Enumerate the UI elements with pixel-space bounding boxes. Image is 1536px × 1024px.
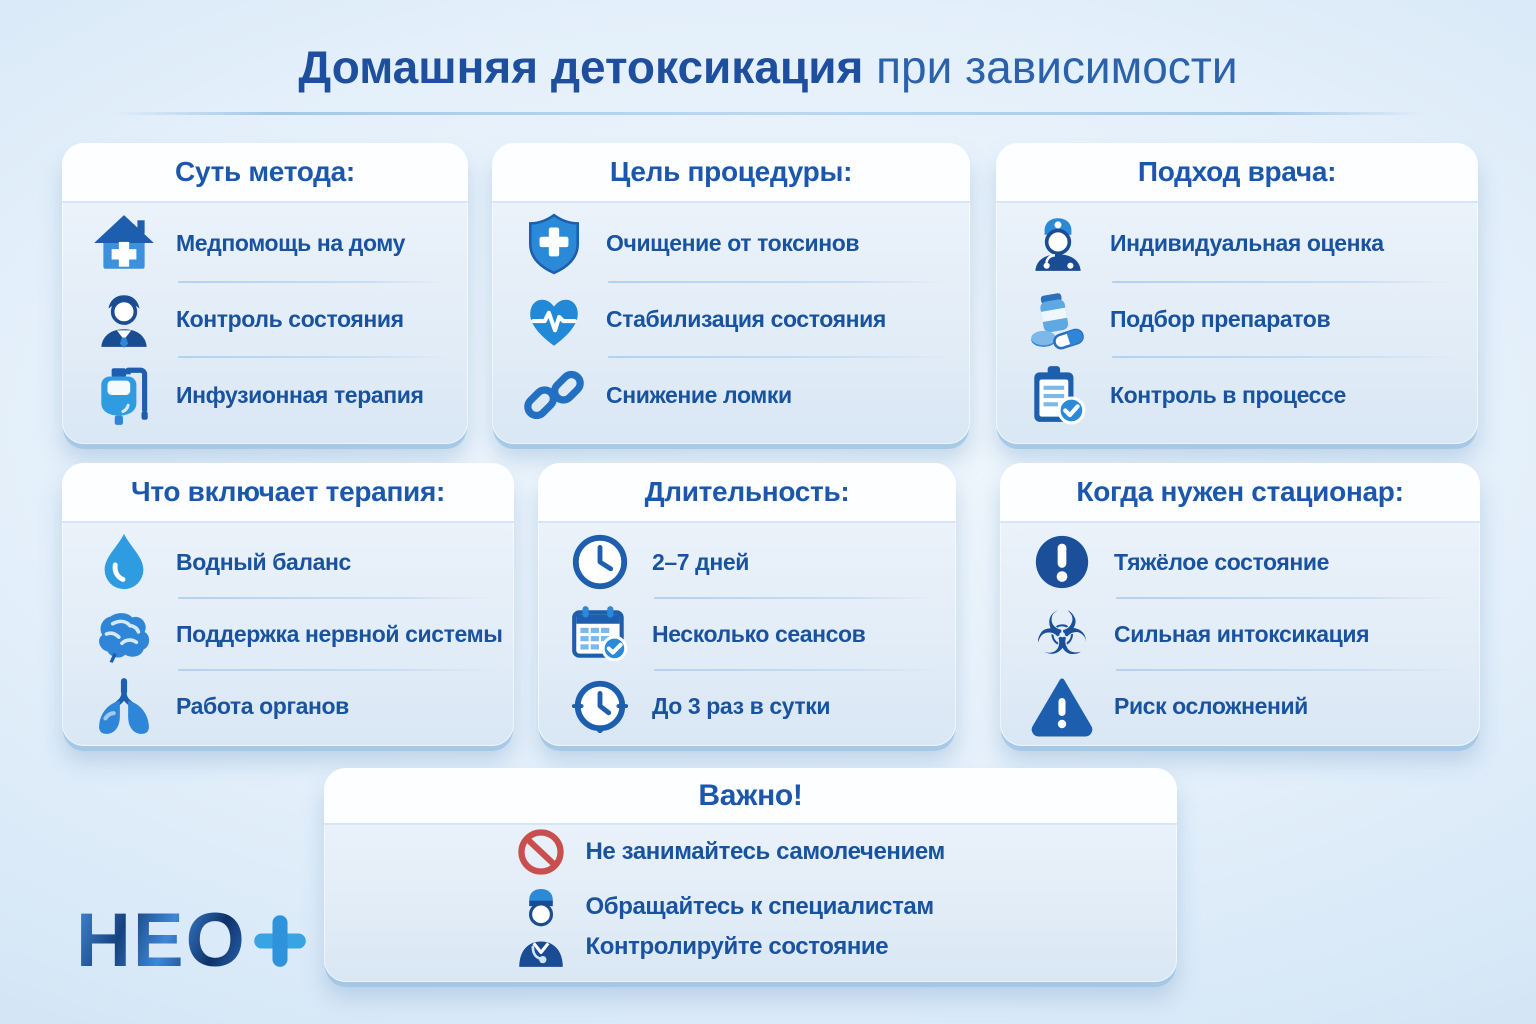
list-item <box>1028 599 1462 669</box>
page-title-regular: при зависимости <box>863 41 1238 93</box>
biohazard-glyph: ☣ <box>1035 599 1089 669</box>
list-item <box>1024 283 1460 357</box>
item-label: Контролируйте состояние <box>585 932 889 960</box>
list-item <box>90 207 450 281</box>
shield-cross-icon <box>520 209 588 279</box>
list-item <box>90 283 450 357</box>
card-title: Важно! <box>698 778 803 812</box>
item-label: Снижение ломки <box>606 381 792 408</box>
card-title: Что включает терапия: <box>130 476 446 507</box>
card-method-essence <box>62 143 468 444</box>
card-title: Цель процедуры: <box>609 156 853 187</box>
no-sign-icon <box>512 827 570 877</box>
important-duo-labels <box>586 893 934 961</box>
list-item <box>90 527 496 597</box>
list-item <box>566 671 938 741</box>
card-title: Длительность: <box>644 476 850 507</box>
important-duo-rows <box>512 881 990 973</box>
item-label: Контроль в процессе <box>1110 381 1346 408</box>
list-item <box>1024 358 1460 432</box>
card-important <box>324 768 1177 982</box>
clock-icon <box>566 527 634 597</box>
house-cross-icon <box>90 209 158 279</box>
list-item <box>512 827 990 877</box>
card-procedure-goal-header <box>492 143 970 201</box>
item-label: Риск осложнений <box>1114 692 1308 719</box>
item-label: До 3 раз в сутки <box>652 692 831 719</box>
list-item <box>520 207 952 281</box>
plus-icon <box>251 912 309 970</box>
item-label: Подбор препаратов <box>1110 306 1331 332</box>
doctor-cap-icon <box>1024 209 1092 279</box>
card-doctor-approach-header <box>996 143 1478 201</box>
lungs-icon <box>90 671 158 741</box>
heart-pulse-icon <box>520 285 588 355</box>
card-method-essence-body <box>62 201 468 444</box>
item-label: Обращайтесь к специалистам <box>585 892 934 920</box>
card-therapy-includes <box>62 463 514 746</box>
item-label: Сильная интоксикация <box>1114 620 1370 647</box>
brand-logo <box>76 898 309 983</box>
card-hospital-needed-body <box>1000 521 1480 753</box>
item-label: Индивидуальная оценка <box>1110 230 1384 257</box>
card-duration <box>538 463 956 746</box>
biohazard-icon <box>1028 599 1096 669</box>
list-item <box>566 599 938 669</box>
card-doctor-approach <box>996 143 1478 444</box>
list-item <box>90 671 496 741</box>
card-title: Подход врача: <box>1137 156 1337 187</box>
doctor-icon <box>90 285 158 355</box>
iv-bag-icon <box>90 360 158 430</box>
item-label: Медпомощь на дому <box>176 230 406 257</box>
card-method-essence-header <box>62 143 468 201</box>
card-title: Суть метода: <box>175 156 355 187</box>
item-label: Поддержка нервной системы <box>176 620 503 647</box>
brain-icon <box>90 599 158 669</box>
list-item <box>90 599 503 669</box>
card-hospital-needed <box>1000 463 1480 746</box>
card-procedure-goal <box>492 143 970 444</box>
item-label: Контроль состояния <box>176 306 404 332</box>
list-item <box>520 358 952 432</box>
warning-triangle-icon <box>1028 671 1096 741</box>
clipboard-check-icon <box>1024 360 1092 430</box>
list-item <box>1028 671 1462 741</box>
important-content <box>512 827 990 973</box>
exclamation-circle-icon <box>1028 527 1096 597</box>
item-label: Тяжёлое состояние <box>1114 548 1330 575</box>
page-title-bold: Домашняя детоксикация <box>298 41 864 93</box>
card-therapy-includes-header <box>62 463 514 521</box>
calendar-check-icon <box>566 599 634 669</box>
card-duration-body <box>538 521 956 753</box>
surgeon-icon <box>512 881 570 973</box>
chain-icon <box>520 360 588 430</box>
item-label: Стабилизация состояния <box>606 306 886 332</box>
card-hospital-needed-header <box>1000 463 1480 521</box>
card-therapy-includes-body <box>62 521 514 753</box>
item-label: 2–7 дней <box>652 548 749 575</box>
list-item <box>90 358 450 432</box>
alarm-clock-icon <box>566 671 634 741</box>
list-item <box>520 283 952 357</box>
card-important-body <box>324 823 1177 982</box>
item-label: Работа органов <box>176 692 349 719</box>
pills-icon <box>1024 285 1092 355</box>
card-doctor-approach-body <box>996 201 1478 444</box>
item-label: Водный баланс <box>176 548 351 575</box>
list-item <box>1028 527 1462 597</box>
item-label: Несколько сеансов <box>652 620 866 647</box>
card-duration-header <box>538 463 956 521</box>
item-label: Очищение от токсинов <box>606 230 860 257</box>
card-procedure-goal-body <box>492 201 970 444</box>
water-drop-icon <box>90 527 158 597</box>
item-label: Не занимайтесь самолечением <box>585 837 945 865</box>
brand-logo-text: НЕО <box>76 898 247 983</box>
list-item <box>566 527 938 597</box>
card-important-header <box>324 768 1177 823</box>
item-label: Инфузионная терапия <box>176 381 424 408</box>
list-item <box>1024 207 1460 281</box>
title-divider <box>110 112 1426 115</box>
card-title: Когда нужен стационар: <box>1076 476 1404 507</box>
page-title <box>0 42 1536 93</box>
